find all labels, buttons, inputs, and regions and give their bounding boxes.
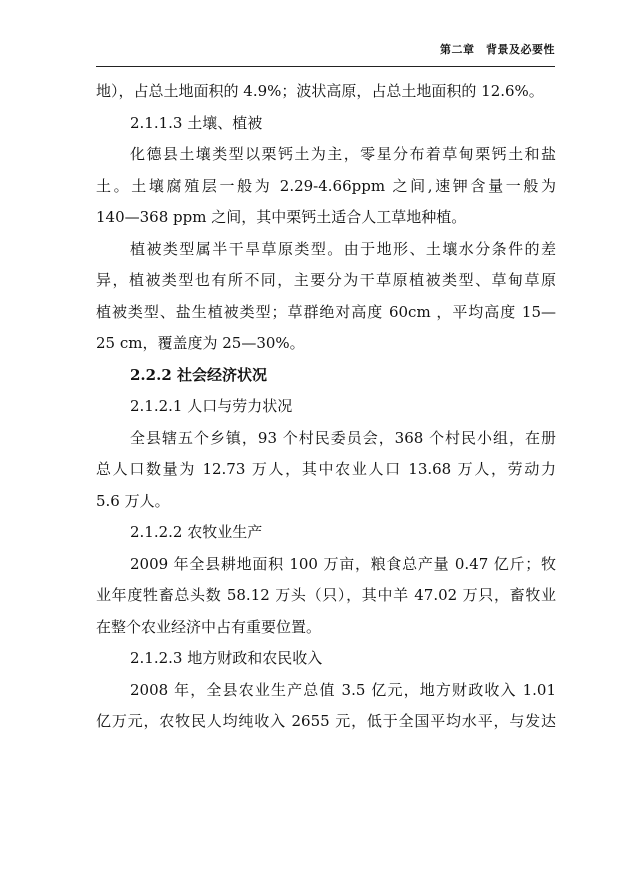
document-body [96, 76, 556, 738]
paragraph-line: 业年度牲畜总头数 58.12 万头（只），其中羊 47.02 万只，畜牧业 [96, 586, 556, 604]
paragraph-line: 植被类型属半干旱草原类型。由于地形、土壤水分条件的差 [130, 239, 556, 258]
paragraph-line: 25 cm，覆盖度为 25—30%。 [96, 334, 305, 352]
paragraph-line: 总人口数量为 12.73 万人，其中农业人口 13.68 万人，劳动力 [96, 460, 556, 478]
section-heading: 2.1.2.1 人口与劳力状况 [130, 397, 293, 415]
paragraph-line: 全县辖五个乡镇，93 个村民委员会，368 个村民小组，在册 [130, 428, 556, 447]
paragraph-line: 异，植被类型也有所不同，主要分为干草原植被类型、草甸草原 [96, 271, 556, 289]
text-line: 地），占总土地面积的 4.9%；波状高原，占总土地面积的 12.6%。 [96, 82, 544, 100]
section-heading: 2.1.2.2 农牧业生产 [130, 523, 263, 541]
section-heading: 2.1.1.3 土壤、植被 [130, 113, 263, 132]
section-heading-bold: 2.2.2 社会经济状况 [130, 365, 267, 384]
page-header-chapter: 第二章 背景及必要性 [440, 43, 555, 56]
paragraph-line: 2009 年全县耕地面积 100 万亩，粮食总产量 0.47 亿斤；牧 [130, 554, 556, 573]
paragraph-line: 在整个农业经济中占有重要位置。 [96, 617, 322, 636]
paragraph-line: 140—368 ppm 之间，其中栗钙土适合人工草地种植。 [96, 208, 467, 226]
paragraph-line: 2008 年，全县农业生产总值 3.5 亿元，地方财政收入 1.01 [130, 680, 556, 699]
header-rule [96, 66, 555, 67]
paragraph-line: 植被类型、盐生植被类型；草群绝对高度 60cm ，平均高度 15— [96, 302, 556, 321]
paragraph-line: 土。土壤腐殖层一般为 2.29-4.66ppm 之间,速钾含量一般为 [96, 176, 556, 195]
paragraph-line: 5.6 万人。 [96, 491, 170, 510]
paragraph-line: 化德县土壤类型以栗钙土为主，零星分布着草甸栗钙土和盐 [130, 145, 556, 163]
section-heading: 2.1.2.3 地方财政和农民收入 [130, 649, 323, 667]
paragraph-line: 亿万元，农牧民人均纯收入 2655 元，低于全国平均水平，与发达 [96, 712, 556, 730]
